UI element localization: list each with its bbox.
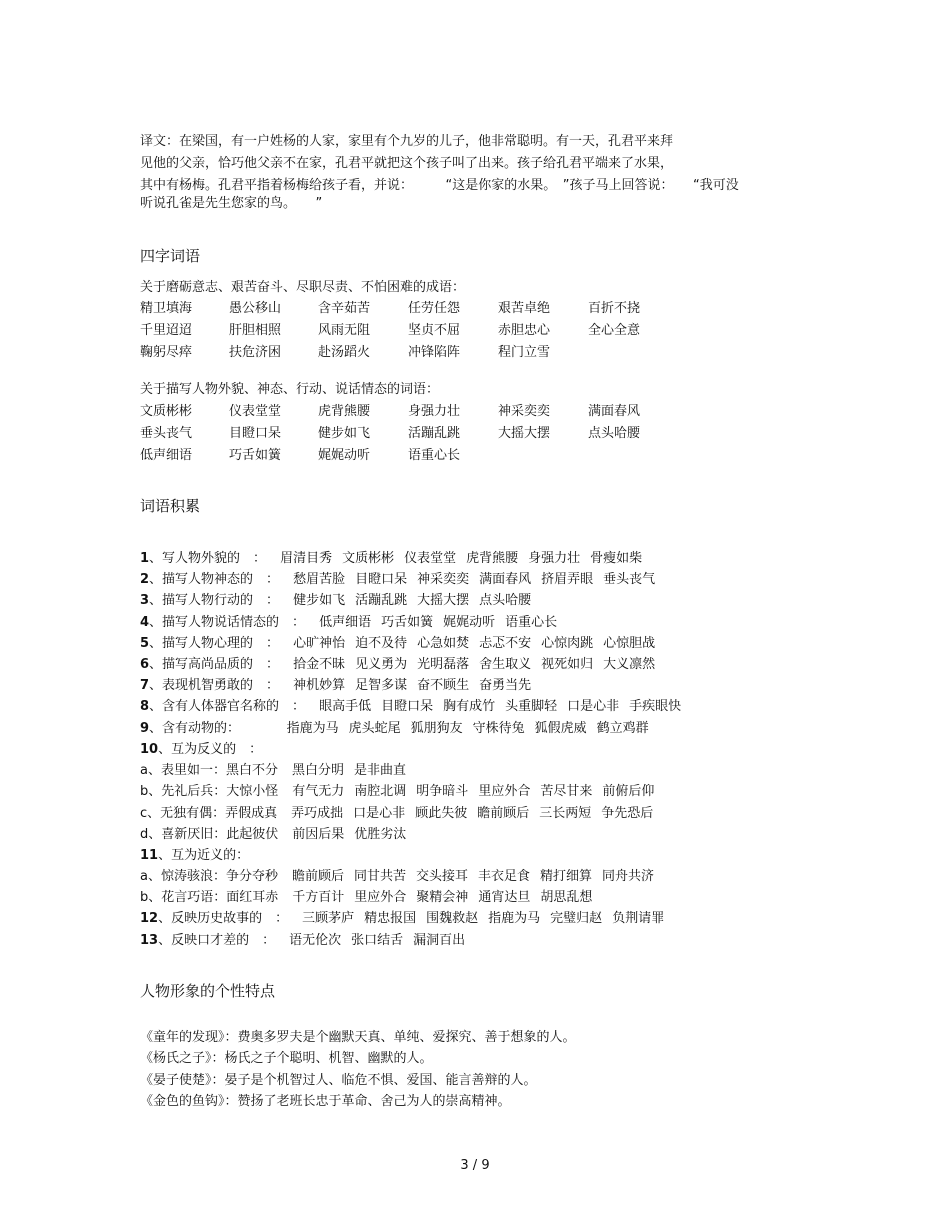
item-word: 狐朋狗友	[410, 721, 463, 736]
item-label: 、含有人体器官名称的 ：	[149, 699, 306, 714]
item-label: a、惊涛骇浪：争分夺秒	[140, 869, 278, 884]
section-title-word-accumulation: 词语积累	[140, 497, 201, 515]
item-word: 守株待兔	[472, 721, 525, 736]
item-word: 胸有成竹	[443, 699, 496, 714]
item-word: 文质彬彬	[342, 551, 395, 566]
item-label: 、描写人物行动的 ：	[149, 593, 280, 608]
idiom-word: 百折不挠	[588, 301, 641, 316]
idiom-word: 程门立雪	[498, 345, 551, 360]
item-word: 点头哈腰	[479, 593, 532, 608]
character-line: 《金色的鱼钩》：赞扬了老班长忠于革命、舍己为人的崇高精神。	[140, 1094, 511, 1109]
idiom-word: 扶危济困	[229, 345, 282, 360]
item-word: 瞻前顾后	[291, 869, 344, 884]
list-item	[140, 889, 592, 907]
translation-line: 见他的父亲，恰巧他父亲不在家，孔君平就把这个孩子叫了出来。孩子给孔君平端来了水果，	[140, 156, 674, 171]
idiom-word: 鞠躬尽瘁	[140, 345, 193, 360]
item-label: 、互为反义的 ：	[158, 742, 263, 757]
idiom-word: 语重心长	[408, 448, 461, 463]
idiom-word: 赴汤蹈火	[318, 345, 371, 360]
item-word: 南腔北调	[354, 784, 407, 799]
item-number: 9	[140, 721, 150, 736]
item-word: 苦尽甘来	[540, 784, 593, 799]
item-word: 手疾眼快	[629, 699, 682, 714]
item-word: 同舟共济	[602, 869, 655, 884]
item-word: 健步如飞	[293, 593, 346, 608]
idiom-word: 垂头丧气	[140, 426, 193, 441]
item-word: 三顾茅庐	[302, 911, 355, 926]
item-label: a、表里如一：黑白不分	[140, 763, 278, 778]
list-item	[140, 741, 262, 759]
item-word: 瞻前顾后	[477, 806, 530, 821]
item-number: 1	[140, 551, 150, 566]
section-title-four-char-words: 四字词语	[140, 247, 201, 265]
item-word: 漏洞百出	[413, 933, 466, 948]
item-word: 眉清目秀	[280, 551, 333, 566]
item-word: 负荆请罪	[612, 911, 665, 926]
item-label: 、反映口才差的 ：	[158, 933, 276, 948]
list-item	[140, 805, 653, 823]
item-word: 大摇大摆	[417, 593, 470, 608]
list-item	[140, 783, 654, 801]
list-item	[140, 635, 655, 653]
idiom-word: 健步如飞	[318, 426, 371, 441]
list-item	[140, 868, 654, 886]
item-word: 奋不顾生	[417, 678, 470, 693]
item-word: 口是心非	[567, 699, 620, 714]
item-word: 里应外合	[354, 890, 407, 905]
list-item	[140, 762, 406, 780]
item-word: 张口结舌	[351, 933, 404, 948]
list-item	[140, 720, 649, 738]
item-label: b、花言巧语：面红耳赤	[140, 890, 279, 905]
item-label: 、写人物外貌的 ：	[149, 551, 267, 566]
idiom-word: 大摇大摆	[498, 426, 551, 441]
item-word: 里应外合	[478, 784, 531, 799]
item-word: 通宵达旦	[478, 890, 531, 905]
idiom-word: 艰苦卓绝	[498, 301, 551, 316]
item-word: 头重脚轻	[505, 699, 558, 714]
list-item	[140, 614, 557, 632]
item-label: 、描写人物神态的 ：	[149, 572, 280, 587]
translation-line: 译文：在梁国，有一户姓杨的人家，家里有个九岁的儿子，他非常聪明。有一天，孔君平来拜	[140, 134, 674, 149]
item-number: 12	[140, 911, 159, 926]
list-item	[140, 910, 664, 928]
item-word: 丰衣足食	[478, 869, 531, 884]
list-item	[140, 826, 406, 844]
list-item	[140, 847, 249, 865]
item-word: 狐假虎威	[534, 721, 587, 736]
item-number: 10	[140, 742, 159, 757]
item-number: 2	[140, 572, 150, 587]
item-word: 拾金不昧	[293, 657, 346, 672]
item-word: 虎头蛇尾	[348, 721, 401, 736]
item-number: 5	[140, 636, 150, 651]
item-word: 交头接耳	[416, 869, 469, 884]
idiom-word: 目瞪口呆	[229, 426, 282, 441]
item-word: 神机妙算	[293, 678, 346, 693]
item-word: 神采奕奕	[417, 572, 470, 587]
item-label: 、互为近义的：	[158, 848, 250, 863]
item-word: 精打细算	[540, 869, 593, 884]
item-word: 弄巧成拙	[291, 806, 344, 821]
idiom-word: 千里迢迢	[140, 323, 193, 338]
item-word: 鹤立鸡群	[596, 721, 649, 736]
item-word: 奋勇当先	[479, 678, 532, 693]
idiom-word: 坚贞不屈	[408, 323, 461, 338]
idiom-word: 肝胆相照	[229, 323, 282, 338]
item-word: 千方百计	[292, 890, 345, 905]
translation-line: 其中有杨梅。孔君平指着杨梅给孩子看，并说： “这是你家的水果。 ”孩子马上回答说： “我可没	[140, 178, 739, 193]
item-word: 三长两短	[539, 806, 592, 821]
item-word: 活蹦乱跳	[355, 593, 408, 608]
item-word: 骨瘦如柴	[590, 551, 643, 566]
item-label: 、含有动物的：	[149, 721, 273, 736]
item-word: 口是心非	[353, 806, 406, 821]
item-word: 见义勇为	[355, 657, 408, 672]
item-number: 6	[140, 657, 150, 672]
item-word: 同甘共苦	[353, 869, 406, 884]
item-label: 、表现机智勇敢的 ：	[149, 678, 280, 693]
item-label: c、无独有偶：弄假成真	[140, 806, 278, 821]
idiom-word: 满面春风	[588, 404, 641, 419]
item-word: 指鹿为马	[286, 721, 339, 736]
item-word: 迫不及待	[355, 636, 408, 651]
item-number: 11	[140, 848, 159, 863]
idiom-word: 仪表堂堂	[229, 404, 282, 419]
idiom-word: 娓娓动听	[318, 448, 371, 463]
item-word: 身强力壮	[528, 551, 581, 566]
item-word: 挤眉弄眼	[541, 572, 594, 587]
item-word: 足智多谋	[355, 678, 408, 693]
item-word: 心惊肉跳	[541, 636, 594, 651]
item-word: 光明磊落	[417, 657, 470, 672]
idiom-word: 精卫填海	[140, 301, 193, 316]
item-word: 聚精会神	[416, 890, 469, 905]
idiom-word: 赤胆忠心	[498, 323, 551, 338]
item-word: 愁眉苦脸	[293, 572, 346, 587]
item-word: 心急如焚	[417, 636, 470, 651]
item-word: 虎背熊腰	[466, 551, 519, 566]
item-label: d、喜新厌旧：此起彼伏	[140, 827, 279, 842]
item-word: 争先恐后	[601, 806, 654, 821]
item-label: b、先礼后兵：大惊小怪	[140, 784, 279, 799]
item-number: 4	[140, 615, 150, 630]
list-item	[140, 571, 655, 589]
translation-line: 听说孔雀是先生您家的鸟。 ”	[140, 196, 323, 211]
item-word: 精忠报国	[364, 911, 417, 926]
item-word: 娓娓动听	[443, 615, 496, 630]
idiom-word: 任劳任怨	[408, 301, 461, 316]
item-word: 优胜劣汰	[354, 827, 407, 842]
idiom-word: 冲锋陷阵	[408, 345, 461, 360]
item-word: 前因后果	[292, 827, 345, 842]
list-item	[140, 592, 531, 610]
item-word: 完璧归赵	[550, 911, 603, 926]
item-word: 目瞪口呆	[381, 699, 434, 714]
character-line: 《杨氏之子》：杨氏之子个聪明、机智、幽默的人。	[140, 1051, 433, 1066]
character-line: 《童年的发现》：费奥多罗夫是个幽默天真、单纯、爱探究、善于想象的人。	[140, 1030, 576, 1045]
idiom-word: 低声细语	[140, 448, 193, 463]
character-line: 《晏子使楚》：晏子是个机智过人、临危不惧、爱国、能言善辩的人。	[140, 1073, 537, 1088]
idiom-word: 巧舌如簧	[229, 448, 282, 463]
item-word: 仪表堂堂	[404, 551, 457, 566]
item-word: 垂头丧气	[603, 572, 656, 587]
page-number: 3 / 9	[460, 1158, 490, 1173]
item-word: 忐忑不安	[479, 636, 532, 651]
item-word: 顾此失彼	[415, 806, 468, 821]
item-word: 满面春风	[479, 572, 532, 587]
item-word: 心旷神怡	[293, 636, 346, 651]
idiom-word: 活蹦乱跳	[408, 426, 461, 441]
list-item	[140, 656, 655, 674]
item-word: 舍生取义	[479, 657, 532, 672]
item-word: 黑白分明	[291, 763, 344, 778]
item-word: 围魏救赵	[426, 911, 479, 926]
item-number: 7	[140, 678, 150, 693]
idiom-word: 虎背熊腰	[318, 404, 371, 419]
idiom-word: 身强力壮	[408, 404, 461, 419]
item-word: 心惊胆战	[603, 636, 656, 651]
item-word: 大义凛然	[603, 657, 656, 672]
item-word: 指鹿为马	[488, 911, 541, 926]
idiom-word: 文质彬彬	[140, 404, 193, 419]
group-intro: 关于描写人物外貌、神态、行动、说话情态的词语：	[140, 382, 440, 397]
list-item	[140, 698, 681, 716]
item-label: 、描写人物说话情态的 ：	[149, 615, 306, 630]
idiom-word: 点头哈腰	[588, 426, 641, 441]
item-word: 语重心长	[505, 615, 558, 630]
section-title-character-traits: 人物形象的个性特点	[140, 982, 276, 1000]
item-word: 是非曲直	[353, 763, 406, 778]
idiom-word: 神采奕奕	[498, 404, 551, 419]
idiom-word: 含辛茹苦	[318, 301, 371, 316]
list-item	[140, 677, 531, 695]
item-label: 、反映历史故事的 ：	[158, 911, 289, 926]
list-item	[140, 932, 465, 950]
item-word: 前俯后仰	[602, 784, 655, 799]
item-label: 、描写人物心理的 ：	[149, 636, 280, 651]
idiom-word: 全心全意	[588, 323, 641, 338]
item-label: 、描写高尚品质的 ：	[149, 657, 280, 672]
item-word: 语无伦次	[289, 933, 342, 948]
item-word: 低声细语	[319, 615, 372, 630]
group-intro: 关于磨砺意志、艰苦奋斗、尽职尽责、不怕困难的成语：	[140, 280, 466, 295]
item-word: 视死如归	[541, 657, 594, 672]
item-word: 胡思乱想	[540, 890, 593, 905]
item-number: 13	[140, 933, 159, 948]
item-word: 有气无力	[292, 784, 345, 799]
item-number: 8	[140, 699, 150, 714]
item-word: 巧舌如簧	[381, 615, 434, 630]
list-item	[140, 550, 642, 568]
item-word: 眼高手低	[319, 699, 372, 714]
item-word: 目瞪口呆	[355, 572, 408, 587]
item-word: 明争暗斗	[416, 784, 469, 799]
idiom-word: 愚公移山	[229, 301, 282, 316]
item-number: 3	[140, 593, 150, 608]
idiom-word: 风雨无阻	[318, 323, 371, 338]
